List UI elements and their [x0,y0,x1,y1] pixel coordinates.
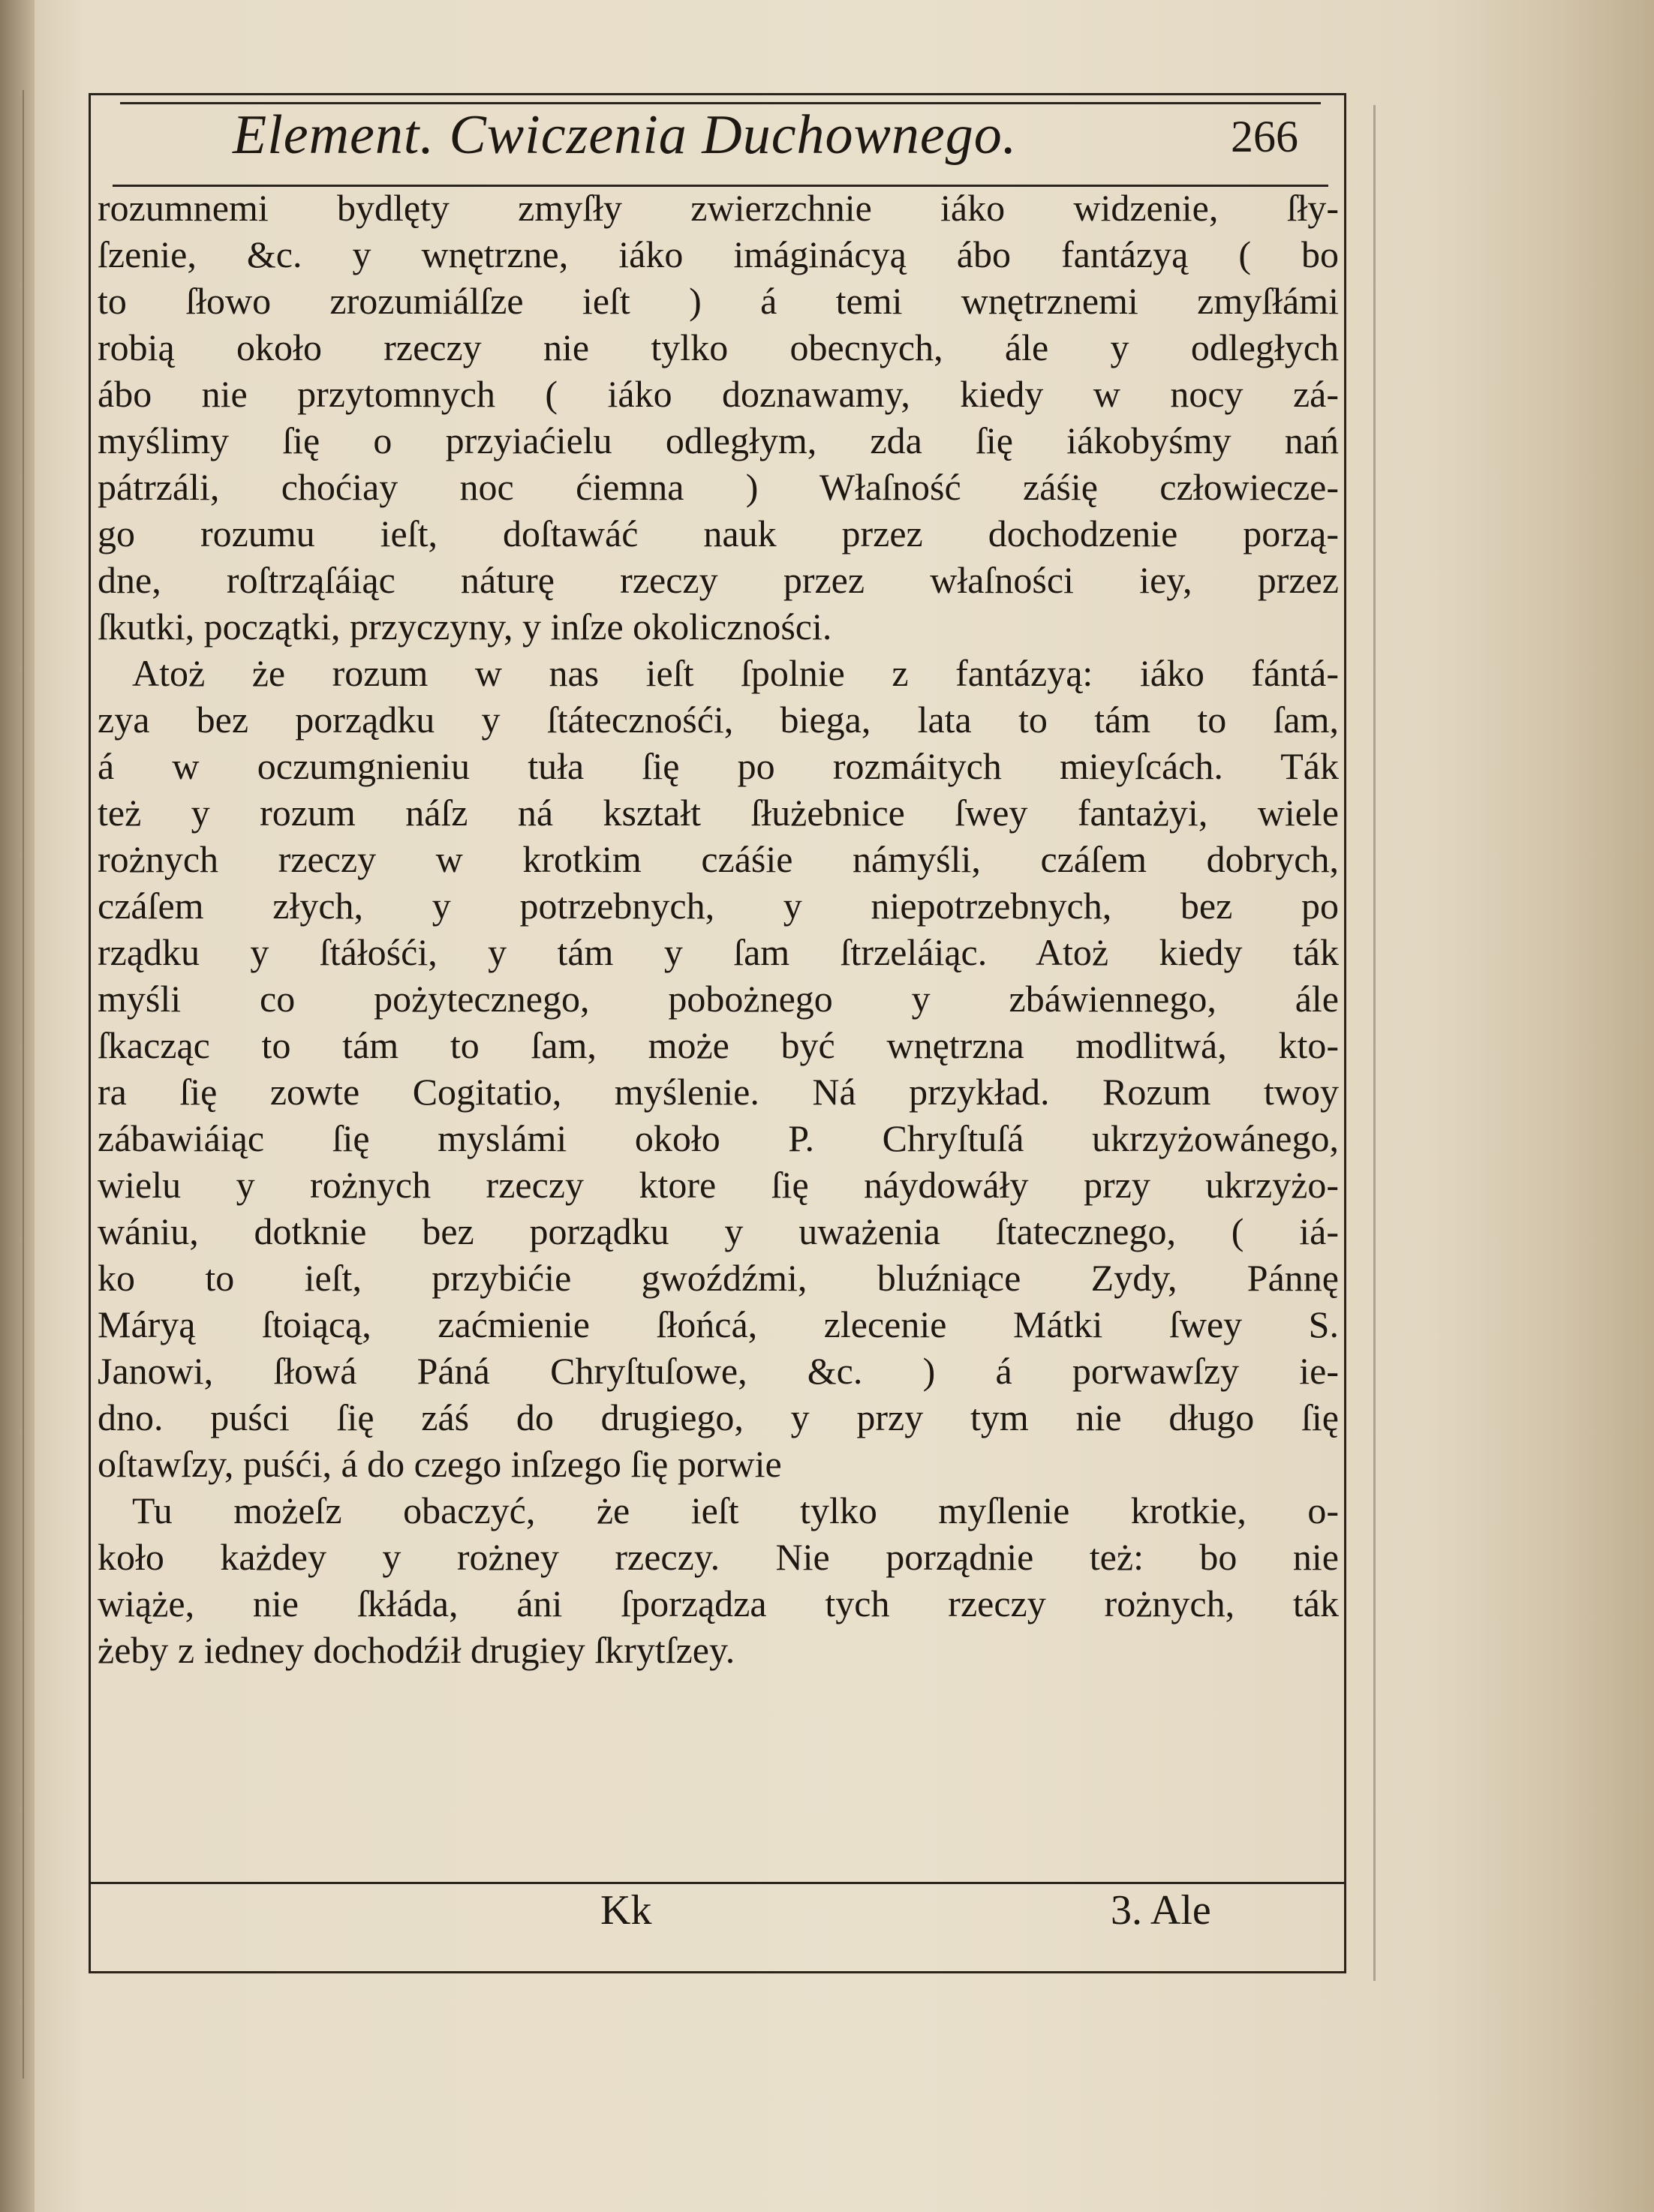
text-line: też y rozum náſz ná kształt ſłużebnice ſwey fantażyi, wiele [98,792,1339,834]
text-line: ſkacząc to tám to ſam, może być wnętrzna modlitwá, kto- [98,1024,1339,1066]
text-line: czáſem złych, y potrzebnych, y niepotrzebnych, bez po [98,885,1339,927]
body-text [93,185,1342,1673]
bottom-rule [89,1882,1346,1884]
text-line: ra ſię zowte Cogitatio, myślenie. Ná przykład. Rozum twoy [98,1071,1339,1113]
text-line: żeby z iedney dochodźił drugiey ſkrytſzey. [98,1629,735,1671]
text-line: rozumnemi bydlęty zmyſły zwierzchnie iáko widzenie, ſły- [98,187,1339,229]
text-line: Máryą ſtoiącą, zaćmienie ſłońcá, zlecenie Mátki ſwey S. [98,1303,1339,1345]
text-line: rożnych rzeczy w krotkim czáśie námyśli, czáſem dobrych, [98,838,1339,880]
text-line: myśli co pożytecznego, pobożnego y zbáwiennego, ále [98,978,1339,1020]
binding-gutter [0,0,35,2212]
page-number: 266 [1231,112,1298,161]
text-line: pátrzáli, choćiay noc ćiemna ) Właſność záśię człowiecze- [98,466,1339,508]
text-line: zábawiáiąc ſię myslámi około P. Chryſtuſá ukrzyżowánego, [98,1117,1339,1159]
text-line: oſtawſzy, puśći, á do czego inſzego ſię porwie [98,1443,782,1485]
text-line: ſkutki, początki, przyczyny, y inſze okoliczności. [98,606,832,648]
text-line: dne, roſtrząſáiąc náturę rzeczy przez właſności iey, przez [98,559,1339,601]
text-line: rządku y ſtáłośći, y tám y ſam ſtrzeláiąc. Atoż kiedy ták [98,931,1339,973]
running-head: Element. Cwiczenia Duchownego. [233,104,1018,166]
text-line: Tu możeſz obaczyć, że ieſt tylko myſlenie krotkie, o- [132,1489,1339,1531]
text-line: Atoż że rozum w nas ieſt ſpolnie z fantázyą: iáko fántá- [132,652,1339,694]
text-line: á w oczumgnieniu tuła ſię po rozmáitych mieyſcách. Ták [98,745,1339,787]
page-edge-line [1373,105,1376,1981]
gutter-shadow-line [23,90,24,2078]
text-line: ábo nie przytomnych ( iáko doznawamy, kiedy w nocy zá- [98,373,1339,415]
text-line: zya bez porządku y ſtátecznośći, biega, lata to tám to ſam, [98,699,1339,741]
catchword: 3. Ale [1111,1887,1211,1934]
text-line: dno. puści ſię záś do drugiego, y przy tym nie długo ſię [98,1396,1339,1438]
text-line: robią około rzeczy nie tylko obecnych, ále y odległych [98,326,1339,368]
text-line: koło każdey y rożney rzeczy. Nie porządnie też: bo nie [98,1536,1339,1578]
text-line: ſzenie, &c. y wnętrzne, iáko imáginácyą ábo fantázyą ( bo [98,233,1339,275]
text-line: Janowi, ſłowá Páná Chryſtuſowe, &c. ) á porwawſzy ie- [98,1350,1339,1392]
text-line: to ſłowo zrozumiálſze ieſt ) á temi wnętrznemi zmyſłámi [98,280,1339,322]
text-line: wiąże, nie ſkłáda, áni ſporządza tych rzeczy rożnych, ták [98,1582,1339,1624]
text-line: wániu, dotknie bez porządku y uważenia ſtatecznego, ( iá- [98,1210,1339,1252]
text-line: myślimy ſię o przyiaćielu odległym, zda ſię iákobyśmy nań [98,419,1339,461]
text-line: go rozumu ieſt, doſtawáć nauk przez dochodzenie porzą- [98,512,1339,555]
text-line: wielu y rożnych rzeczy ktore ſię náydowáły przy ukrzyżo- [98,1164,1339,1206]
signature-mark: Kk [600,1887,652,1934]
text-line: ko to ieſt, przybićie gwoźdźmi, bluźniące Zydy, Pánnę [98,1257,1339,1299]
